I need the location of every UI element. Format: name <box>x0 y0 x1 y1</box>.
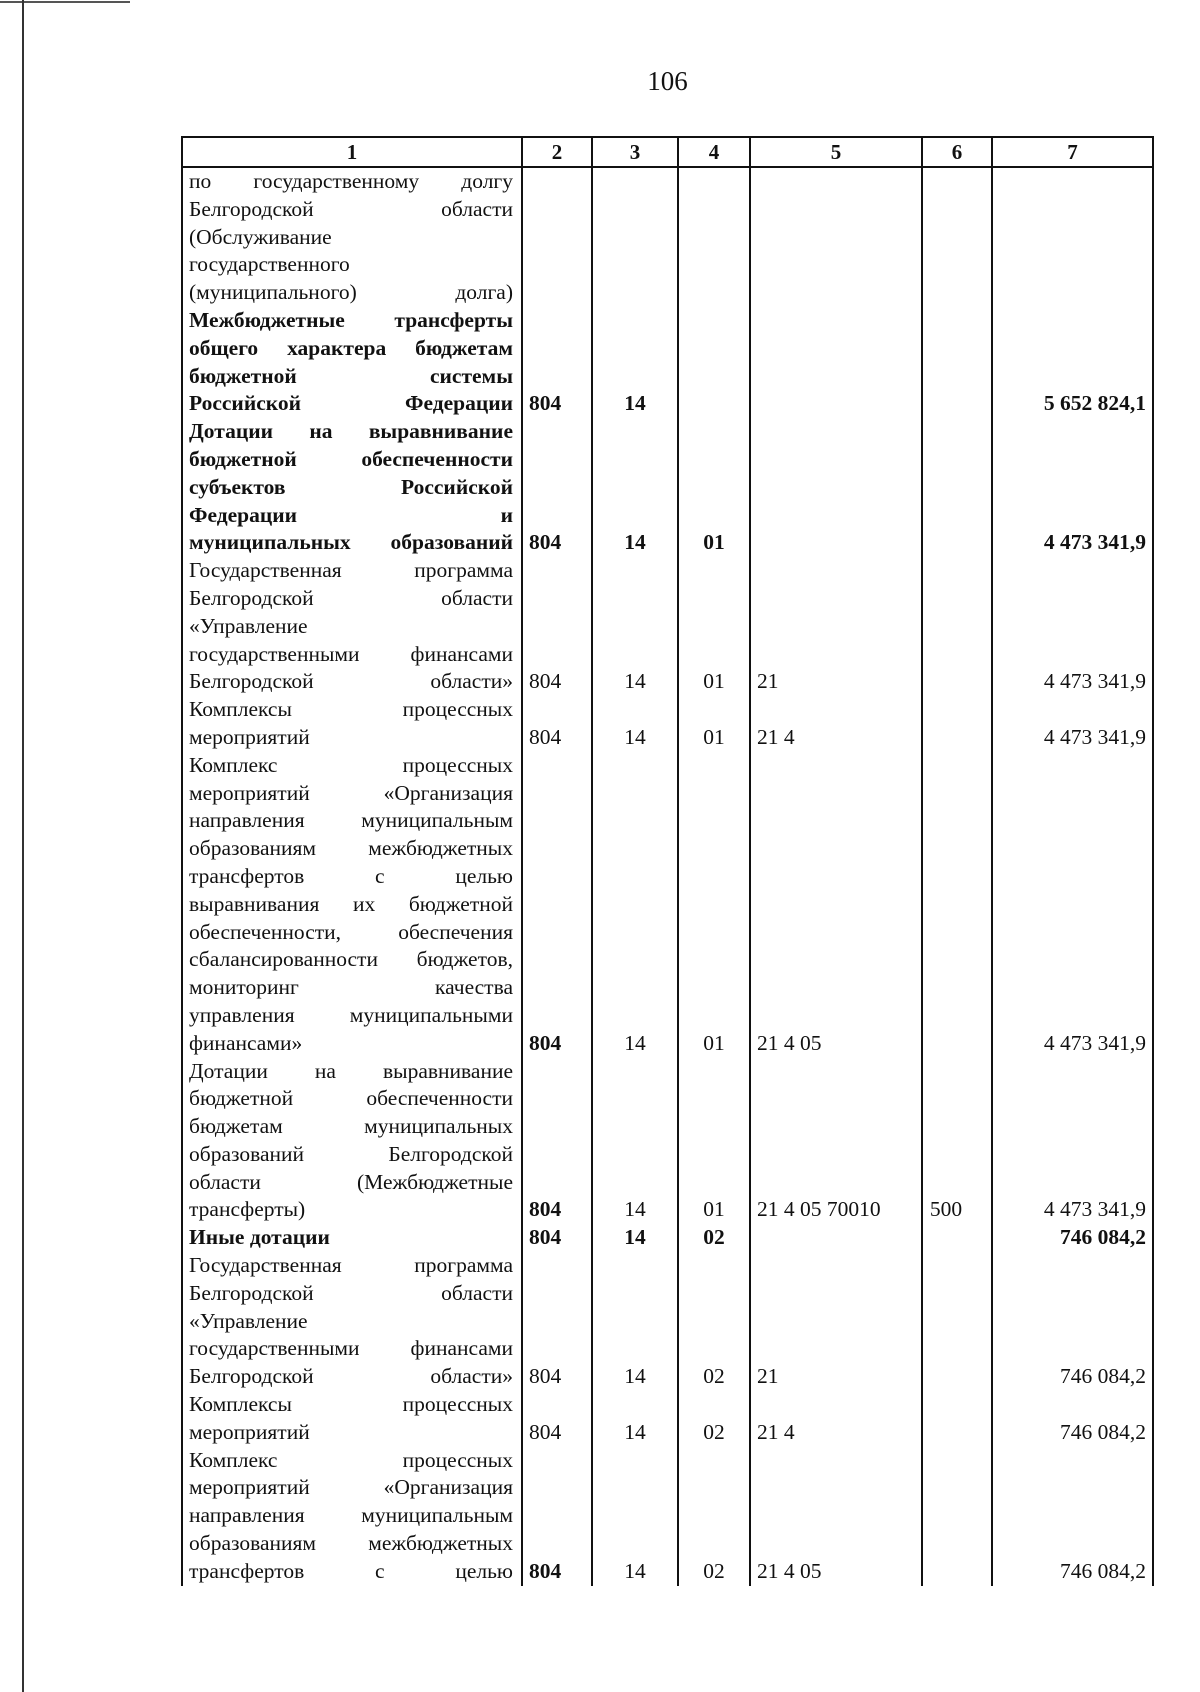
table-row <box>182 1058 1153 1225</box>
section-cell <box>592 167 678 307</box>
table-row <box>182 307 1153 418</box>
gr-code-cell <box>522 167 592 307</box>
expense-type-cell <box>922 696 992 752</box>
amount-cell: 746 084,2 <box>992 1447 1153 1586</box>
amount-cell: 4 473 341,9 <box>992 752 1153 1058</box>
expense-type-cell <box>922 1391 992 1447</box>
row-name-line: (Обслуживание <box>189 224 332 249</box>
row-name-line: направления муниципальным <box>189 808 513 833</box>
section-cell: 14 <box>592 307 678 418</box>
table-header-row <box>182 137 1153 167</box>
header-col-6: 6 <box>922 137 992 167</box>
subsection-cell: 01 <box>678 696 750 752</box>
target-article-cell: 21 <box>750 557 922 696</box>
row-name-line: трансфертов с целью <box>189 1558 513 1583</box>
section-cell: 14 <box>592 1058 678 1225</box>
table-row <box>182 1447 1153 1586</box>
target-article-cell: 21 4 05 70010 <box>750 1058 922 1225</box>
row-name-cell <box>182 1391 522 1447</box>
section-cell: 14 <box>592 1224 678 1252</box>
section-cell: 14 <box>592 557 678 696</box>
header-col-5: 5 <box>750 137 922 167</box>
amount-cell: 4 473 341,9 <box>992 1058 1153 1225</box>
expense-type-cell <box>922 1447 992 1586</box>
table-row <box>182 752 1153 1058</box>
table-row <box>182 1252 1153 1391</box>
expense-type-cell <box>922 1224 992 1252</box>
row-name-line: государственными финансами <box>189 1336 513 1361</box>
gr-code-cell: 804 <box>522 1391 592 1447</box>
row-name-line: Дотации на выравнивание <box>189 1058 513 1083</box>
section-cell: 14 <box>592 418 678 557</box>
amount-cell: 4 473 341,9 <box>992 696 1153 752</box>
table-row <box>182 557 1153 696</box>
row-name-line: Комплекс процессных <box>189 752 513 777</box>
row-name-line: Комплекс процессных <box>189 1447 513 1472</box>
row-name-line: Белгородской области» <box>189 669 513 694</box>
row-name-line: бюджетам муниципальных <box>189 1114 513 1139</box>
table-row <box>182 418 1153 557</box>
row-name-cell <box>182 696 522 752</box>
row-name-cell <box>182 307 522 418</box>
scan-edge-line <box>0 1 130 3</box>
budget-table <box>181 136 1154 1586</box>
amount-cell <box>992 167 1153 307</box>
expense-type-cell <box>922 1252 992 1391</box>
subsection-cell <box>678 307 750 418</box>
scan-margin-line <box>22 0 24 1692</box>
gr-code-cell: 804 <box>522 557 592 696</box>
target-article-cell <box>750 418 922 557</box>
row-name-line: образованиям межбюджетных <box>189 836 513 861</box>
row-name-line: бюджетной системы <box>189 363 513 388</box>
row-name-line: муниципальных образований <box>189 530 513 555</box>
target-article-cell <box>750 307 922 418</box>
header-col-1: 1 <box>182 137 522 167</box>
row-name-line: направления муниципальным <box>189 1503 513 1528</box>
gr-code-cell: 804 <box>522 307 592 418</box>
subsection-cell: 01 <box>678 1058 750 1225</box>
subsection-cell: 02 <box>678 1252 750 1391</box>
gr-code-cell: 804 <box>522 696 592 752</box>
row-name-line: государственного <box>189 252 350 277</box>
subsection-cell: 02 <box>678 1447 750 1586</box>
section-cell: 14 <box>592 1252 678 1391</box>
row-name-line: мероприятий «Организация <box>189 780 513 805</box>
section-cell: 14 <box>592 1391 678 1447</box>
row-name-line: субъектов Российской <box>189 474 513 499</box>
row-name-line: бюджетной обеспеченности <box>189 1086 513 1111</box>
target-article-cell: 21 4 05 <box>750 752 922 1058</box>
expense-type-cell <box>922 307 992 418</box>
row-name-line: области (Межбюджетные <box>189 1169 513 1194</box>
row-name-line: мероприятий «Организация <box>189 1475 513 1500</box>
amount-cell: 746 084,2 <box>992 1391 1153 1447</box>
header-col-2: 2 <box>522 137 592 167</box>
table-row <box>182 167 1153 307</box>
row-name-cell <box>182 1224 522 1252</box>
row-name-line: Комплексы процессных <box>189 697 513 722</box>
row-name-line: обеспеченности, обеспечения <box>189 919 513 944</box>
row-name-line: Иные дотации <box>189 1225 330 1250</box>
table-body <box>182 167 1153 1586</box>
row-name-line: трансферты) <box>189 1197 306 1222</box>
target-article-cell: 21 4 <box>750 696 922 752</box>
row-name-line: Государственная программа <box>189 558 513 583</box>
expense-type-cell <box>922 418 992 557</box>
subsection-cell <box>678 167 750 307</box>
row-name-line: финансами» <box>189 1030 303 1055</box>
target-article-cell: 21 <box>750 1252 922 1391</box>
section-cell: 14 <box>592 1447 678 1586</box>
row-name-line: «Управление <box>189 613 308 638</box>
target-article-cell <box>750 167 922 307</box>
expense-type-cell <box>922 752 992 1058</box>
row-name-line: управления муниципальными <box>189 1002 513 1027</box>
row-name-line: выравнивания их бюджетной <box>189 891 513 916</box>
gr-code-cell: 804 <box>522 1252 592 1391</box>
row-name-line: образованиям межбюджетных <box>189 1531 513 1556</box>
amount-cell: 4 473 341,9 <box>992 418 1153 557</box>
row-name-line: государственными финансами <box>189 641 513 666</box>
section-cell: 14 <box>592 752 678 1058</box>
table-row <box>182 696 1153 752</box>
header-col-7: 7 <box>992 137 1153 167</box>
target-article-cell: 21 4 05 <box>750 1447 922 1586</box>
subsection-cell: 02 <box>678 1391 750 1447</box>
page-number: 106 <box>647 66 688 96</box>
gr-code-cell: 804 <box>522 418 592 557</box>
gr-code-cell: 804 <box>522 1447 592 1586</box>
row-name-cell <box>182 1058 522 1225</box>
row-name-line: Межбюджетные трансферты <box>189 307 513 332</box>
subsection-cell: 02 <box>678 1224 750 1252</box>
row-name-line: образований Белгородской <box>189 1141 513 1166</box>
expense-type-cell <box>922 167 992 307</box>
gr-code-cell: 804 <box>522 1224 592 1252</box>
section-cell: 14 <box>592 696 678 752</box>
expense-type-cell <box>922 557 992 696</box>
header-col-4: 4 <box>678 137 750 167</box>
table-row <box>182 1391 1153 1447</box>
subsection-cell: 01 <box>678 752 750 1058</box>
row-name-line: общего характера бюджетам <box>189 335 513 360</box>
subsection-cell: 01 <box>678 557 750 696</box>
target-article-cell: 21 4 <box>750 1391 922 1447</box>
row-name-line: Дотации на выравнивание <box>189 419 513 444</box>
row-name-cell <box>182 167 522 307</box>
row-name-cell <box>182 1252 522 1391</box>
row-name-line: Федерации и <box>189 502 513 527</box>
row-name-line: (муниципального) долга) <box>189 280 513 305</box>
target-article-cell <box>750 1224 922 1252</box>
row-name-cell <box>182 418 522 557</box>
amount-cell: 5 652 824,1 <box>992 307 1153 418</box>
row-name-line: Белгородской области» <box>189 1364 513 1389</box>
row-name-cell <box>182 557 522 696</box>
row-name-line: Государственная программа <box>189 1253 513 1278</box>
header-col-3: 3 <box>592 137 678 167</box>
row-name-line: мероприятий <box>189 724 310 749</box>
row-name-line: мониторинг качества <box>189 975 513 1000</box>
row-name-line: Белгородской области <box>189 196 513 221</box>
row-name-line: по государственному долгу <box>189 169 513 193</box>
amount-cell: 4 473 341,9 <box>992 557 1153 696</box>
gr-code-cell: 804 <box>522 752 592 1058</box>
row-name-line: Белгородской области <box>189 585 513 610</box>
amount-cell: 746 084,2 <box>992 1224 1153 1252</box>
row-name-line: бюджетной обеспеченности <box>189 446 513 471</box>
row-name-line: мероприятий <box>189 1419 310 1444</box>
row-name-line: Российской Федерации <box>189 391 513 416</box>
expense-type-cell: 500 <box>922 1058 992 1225</box>
row-name-cell <box>182 1447 522 1586</box>
subsection-cell: 01 <box>678 418 750 557</box>
row-name-cell <box>182 752 522 1058</box>
row-name-line: Комплексы процессных <box>189 1392 513 1417</box>
gr-code-cell: 804 <box>522 1058 592 1225</box>
row-name-line: Белгородской области <box>189 1280 513 1305</box>
row-name-line: сбалансированности бюджетов, <box>189 947 513 972</box>
row-name-line: трансфертов с целью <box>189 863 513 888</box>
row-name-line: «Управление <box>189 1308 308 1333</box>
table-row <box>182 1224 1153 1252</box>
amount-cell: 746 084,2 <box>992 1252 1153 1391</box>
